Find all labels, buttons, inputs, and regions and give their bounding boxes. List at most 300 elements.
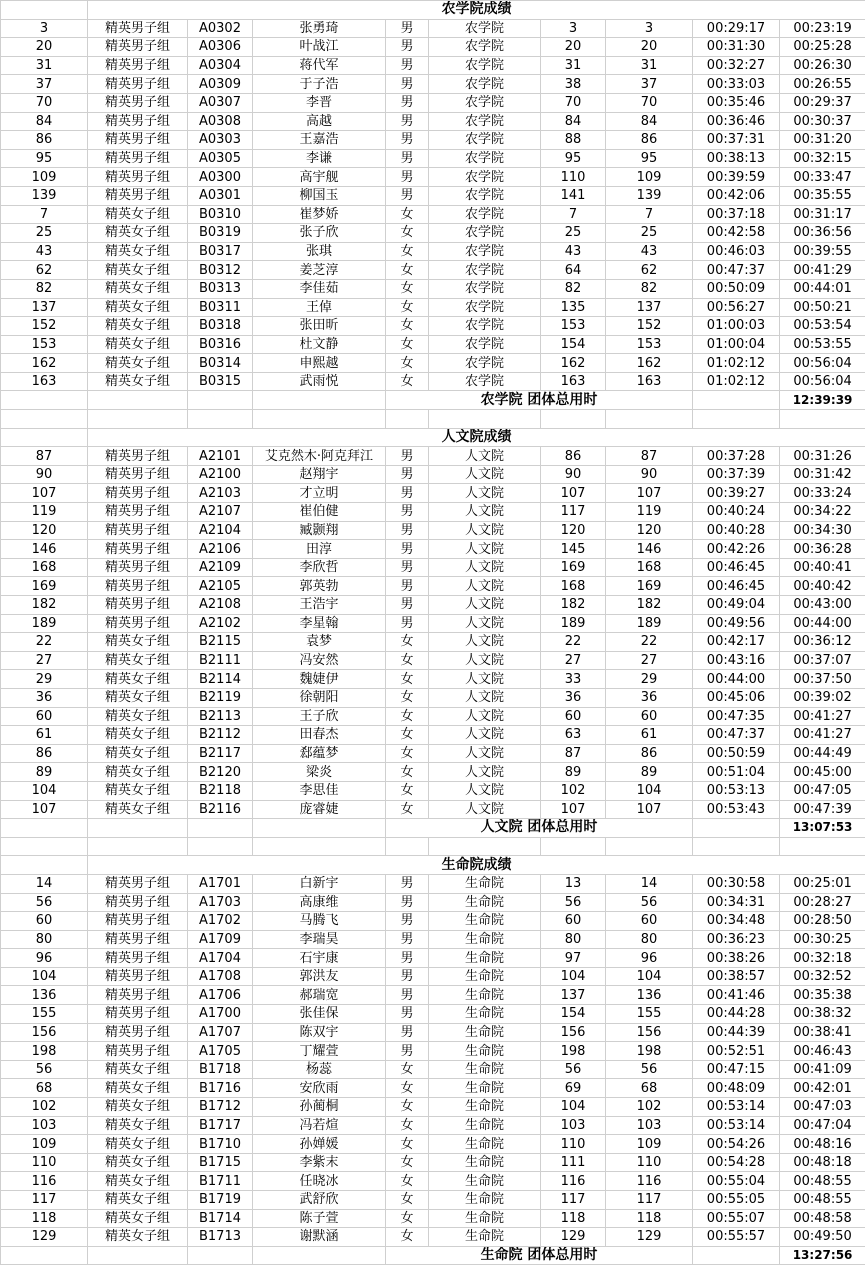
college-cell: 农学院 bbox=[429, 19, 541, 38]
bib-cell: B1715 bbox=[188, 1153, 253, 1172]
gender-cell: 女 bbox=[386, 354, 429, 373]
gun-time-cell: 00:55:07 bbox=[693, 1209, 780, 1228]
name-cell: 陈子萱 bbox=[253, 1209, 386, 1228]
name-cell: 叶战江 bbox=[253, 38, 386, 57]
net-time-cell: 00:41:27 bbox=[780, 707, 865, 726]
rank-cell: 60 bbox=[1, 707, 88, 726]
table-row bbox=[1, 372, 865, 391]
bib-cell: B0311 bbox=[188, 298, 253, 317]
college-cell: 人文院 bbox=[429, 800, 541, 819]
net-time-cell: 00:29:37 bbox=[780, 93, 865, 112]
bib-cell: B2118 bbox=[188, 781, 253, 800]
net-rank-cell: 37 bbox=[606, 75, 693, 94]
college-cell: 农学院 bbox=[429, 149, 541, 168]
name-cell: 任晓冰 bbox=[253, 1172, 386, 1191]
net-rank-cell: 25 bbox=[606, 224, 693, 243]
table-row bbox=[1, 967, 865, 986]
rank-cell: 3 bbox=[1, 19, 88, 38]
net-time-cell: 00:46:43 bbox=[780, 1042, 865, 1061]
net-rank-cell: 155 bbox=[606, 1005, 693, 1024]
gun-time-cell: 00:38:26 bbox=[693, 949, 780, 968]
bib-cell: B2120 bbox=[188, 763, 253, 782]
bib-cell: A1704 bbox=[188, 949, 253, 968]
net-rank-cell: 60 bbox=[606, 912, 693, 931]
gun-time-cell: 01:00:03 bbox=[693, 317, 780, 336]
table-row bbox=[1, 763, 865, 782]
name-cell: 高康维 bbox=[253, 893, 386, 912]
gender-cell: 女 bbox=[386, 688, 429, 707]
net-rank-cell: 102 bbox=[606, 1098, 693, 1117]
net-time-cell: 00:39:02 bbox=[780, 688, 865, 707]
section-title-row bbox=[1, 428, 865, 447]
total-time: 12:39:39 bbox=[780, 391, 865, 410]
gun-rank-cell: 90 bbox=[541, 465, 606, 484]
college-cell: 人文院 bbox=[429, 726, 541, 745]
table-row bbox=[1, 261, 865, 280]
table-row bbox=[1, 1042, 865, 1061]
group-cell: 精英女子组 bbox=[88, 335, 188, 354]
blank-cell bbox=[1, 410, 88, 429]
gender-cell: 女 bbox=[386, 1079, 429, 1098]
net-rank-cell: 86 bbox=[606, 744, 693, 763]
name-cell: 杜文静 bbox=[253, 335, 386, 354]
college-cell: 人文院 bbox=[429, 688, 541, 707]
college-cell: 人文院 bbox=[429, 447, 541, 466]
rank-cell: 137 bbox=[1, 298, 88, 317]
net-time-cell: 00:53:54 bbox=[780, 317, 865, 336]
table-row bbox=[1, 38, 865, 57]
gun-time-cell: 00:44:00 bbox=[693, 670, 780, 689]
gender-cell: 男 bbox=[386, 112, 429, 131]
group-cell: 精英女子组 bbox=[88, 744, 188, 763]
bib-cell: B1718 bbox=[188, 1060, 253, 1079]
rank-cell: 87 bbox=[1, 447, 88, 466]
bib-cell: B0314 bbox=[188, 354, 253, 373]
table-row bbox=[1, 1228, 865, 1247]
name-cell: 李晋 bbox=[253, 93, 386, 112]
gender-cell: 男 bbox=[386, 484, 429, 503]
gun-rank-cell: 56 bbox=[541, 893, 606, 912]
rank-cell: 80 bbox=[1, 930, 88, 949]
group-cell: 精英女子组 bbox=[88, 1098, 188, 1117]
college-cell: 人文院 bbox=[429, 577, 541, 596]
group-cell: 精英女子组 bbox=[88, 205, 188, 224]
rank-cell: 136 bbox=[1, 986, 88, 1005]
total-time: 13:27:56 bbox=[780, 1246, 865, 1265]
rank-cell: 27 bbox=[1, 651, 88, 670]
blank-cell bbox=[253, 837, 386, 856]
bib-cell: A0306 bbox=[188, 38, 253, 57]
net-time-cell: 00:48:58 bbox=[780, 1209, 865, 1228]
gun-rank-cell: 103 bbox=[541, 1116, 606, 1135]
rank-cell: 116 bbox=[1, 1172, 88, 1191]
college-cell: 人文院 bbox=[429, 596, 541, 615]
gun-time-cell: 01:00:04 bbox=[693, 335, 780, 354]
gun-rank-cell: 36 bbox=[541, 688, 606, 707]
bib-cell: A0302 bbox=[188, 19, 253, 38]
college-cell: 生命院 bbox=[429, 1005, 541, 1024]
name-cell: 李欣哲 bbox=[253, 558, 386, 577]
gun-time-cell: 00:38:57 bbox=[693, 967, 780, 986]
table-row bbox=[1, 465, 865, 484]
blank-cell bbox=[541, 837, 606, 856]
net-rank-cell: 104 bbox=[606, 781, 693, 800]
gender-cell: 男 bbox=[386, 131, 429, 150]
table-row bbox=[1, 540, 865, 559]
gun-rank-cell: 60 bbox=[541, 707, 606, 726]
bib-cell: A1700 bbox=[188, 1005, 253, 1024]
name-cell: 田淳 bbox=[253, 540, 386, 559]
table-row bbox=[1, 1098, 865, 1117]
rank-cell: 168 bbox=[1, 558, 88, 577]
college-cell: 农学院 bbox=[429, 205, 541, 224]
bib-cell: A0305 bbox=[188, 149, 253, 168]
gun-time-cell: 00:53:14 bbox=[693, 1116, 780, 1135]
gun-rank-cell: 117 bbox=[541, 503, 606, 522]
blank-cell bbox=[88, 837, 188, 856]
bib-cell: B0313 bbox=[188, 279, 253, 298]
group-cell: 精英男子组 bbox=[88, 1042, 188, 1061]
rank-cell: 146 bbox=[1, 540, 88, 559]
gun-rank-cell: 13 bbox=[541, 874, 606, 893]
gun-time-cell: 00:53:14 bbox=[693, 1098, 780, 1117]
name-cell: 姜芝淳 bbox=[253, 261, 386, 280]
net-rank-cell: 168 bbox=[606, 558, 693, 577]
gender-cell: 女 bbox=[386, 317, 429, 336]
gun-rank-cell: 25 bbox=[541, 224, 606, 243]
section-title: 农学院成绩 bbox=[88, 1, 865, 20]
group-cell: 精英男子组 bbox=[88, 484, 188, 503]
table-row bbox=[1, 56, 865, 75]
net-time-cell: 00:31:17 bbox=[780, 205, 865, 224]
net-time-cell: 00:47:04 bbox=[780, 1116, 865, 1135]
net-rank-cell: 103 bbox=[606, 1116, 693, 1135]
group-cell: 精英男子组 bbox=[88, 503, 188, 522]
rank-cell: 104 bbox=[1, 781, 88, 800]
gun-rank-cell: 118 bbox=[541, 1209, 606, 1228]
gun-rank-cell: 110 bbox=[541, 168, 606, 187]
gun-time-cell: 00:49:56 bbox=[693, 614, 780, 633]
name-cell: 白新宇 bbox=[253, 874, 386, 893]
net-rank-cell: 60 bbox=[606, 707, 693, 726]
gun-rank-cell: 107 bbox=[541, 484, 606, 503]
blank-cell bbox=[693, 410, 780, 429]
group-cell: 精英女子组 bbox=[88, 1228, 188, 1247]
net-time-cell: 00:47:03 bbox=[780, 1098, 865, 1117]
name-cell: 马腾飞 bbox=[253, 912, 386, 931]
gun-time-cell: 00:39:27 bbox=[693, 484, 780, 503]
bib-cell: A1705 bbox=[188, 1042, 253, 1061]
gun-rank-cell: 89 bbox=[541, 763, 606, 782]
college-cell: 农学院 bbox=[429, 112, 541, 131]
group-cell: 精英女子组 bbox=[88, 781, 188, 800]
group-cell: 精英男子组 bbox=[88, 465, 188, 484]
rank-cell: 104 bbox=[1, 967, 88, 986]
rank-cell: 103 bbox=[1, 1116, 88, 1135]
college-cell: 生命院 bbox=[429, 1060, 541, 1079]
group-cell: 精英女子组 bbox=[88, 651, 188, 670]
net-time-cell: 00:48:55 bbox=[780, 1172, 865, 1191]
gun-rank-cell: 95 bbox=[541, 149, 606, 168]
gun-time-cell: 00:53:43 bbox=[693, 800, 780, 819]
gun-rank-cell: 63 bbox=[541, 726, 606, 745]
net-time-cell: 00:34:30 bbox=[780, 521, 865, 540]
section-title: 生命院成绩 bbox=[88, 856, 865, 875]
group-cell: 精英男子组 bbox=[88, 186, 188, 205]
net-rank-cell: 70 bbox=[606, 93, 693, 112]
net-rank-cell: 146 bbox=[606, 540, 693, 559]
group-cell: 精英男子组 bbox=[88, 558, 188, 577]
bib-cell: B2115 bbox=[188, 633, 253, 652]
bib-cell: B1717 bbox=[188, 1116, 253, 1135]
net-rank-cell: 109 bbox=[606, 1135, 693, 1154]
total-label: 人文院 团体总用时 bbox=[386, 819, 693, 838]
bib-cell: A2103 bbox=[188, 484, 253, 503]
college-cell: 生命院 bbox=[429, 1191, 541, 1210]
net-time-cell: 00:31:20 bbox=[780, 131, 865, 150]
gun-time-cell: 00:37:28 bbox=[693, 447, 780, 466]
net-rank-cell: 198 bbox=[606, 1042, 693, 1061]
gun-rank-cell: 3 bbox=[541, 19, 606, 38]
gun-rank-cell: 69 bbox=[541, 1079, 606, 1098]
gun-time-cell: 00:36:46 bbox=[693, 112, 780, 131]
rank-cell: 110 bbox=[1, 1153, 88, 1172]
gun-rank-cell: 60 bbox=[541, 912, 606, 931]
gun-rank-cell: 88 bbox=[541, 131, 606, 150]
college-cell: 农学院 bbox=[429, 93, 541, 112]
name-cell: 崔伯健 bbox=[253, 503, 386, 522]
bib-cell: A2100 bbox=[188, 465, 253, 484]
rank-cell: 29 bbox=[1, 670, 88, 689]
group-cell: 精英女子组 bbox=[88, 670, 188, 689]
bib-cell: B2113 bbox=[188, 707, 253, 726]
gender-cell: 男 bbox=[386, 447, 429, 466]
gun-rank-cell: 141 bbox=[541, 186, 606, 205]
name-cell: 田春杰 bbox=[253, 726, 386, 745]
group-cell: 精英男子组 bbox=[88, 912, 188, 931]
table-row bbox=[1, 577, 865, 596]
rank-cell: 60 bbox=[1, 912, 88, 931]
blank-cell bbox=[253, 819, 386, 838]
name-cell: 庞睿婕 bbox=[253, 800, 386, 819]
bib-cell: B1711 bbox=[188, 1172, 253, 1191]
gender-cell: 男 bbox=[386, 930, 429, 949]
gun-rank-cell: 97 bbox=[541, 949, 606, 968]
net-rank-cell: 107 bbox=[606, 800, 693, 819]
group-cell: 精英男子组 bbox=[88, 447, 188, 466]
blank-cell bbox=[429, 410, 541, 429]
bib-cell: B2111 bbox=[188, 651, 253, 670]
bib-cell: B2117 bbox=[188, 744, 253, 763]
gun-rank-cell: 22 bbox=[541, 633, 606, 652]
bib-cell: B0316 bbox=[188, 335, 253, 354]
name-cell: 于子浩 bbox=[253, 75, 386, 94]
bib-cell: A0304 bbox=[188, 56, 253, 75]
rank-cell: 107 bbox=[1, 484, 88, 503]
rank-cell: 31 bbox=[1, 56, 88, 75]
net-time-cell: 00:44:49 bbox=[780, 744, 865, 763]
group-cell: 精英女子组 bbox=[88, 800, 188, 819]
rank-cell: 152 bbox=[1, 317, 88, 336]
college-cell: 生命院 bbox=[429, 967, 541, 986]
section-title-row bbox=[1, 1, 865, 20]
group-cell: 精英男子组 bbox=[88, 149, 188, 168]
name-cell: 张勇琦 bbox=[253, 19, 386, 38]
net-time-cell: 00:26:55 bbox=[780, 75, 865, 94]
rank-cell: 155 bbox=[1, 1005, 88, 1024]
net-rank-cell: 31 bbox=[606, 56, 693, 75]
table-row bbox=[1, 224, 865, 243]
group-cell: 精英女子组 bbox=[88, 298, 188, 317]
net-rank-cell: 118 bbox=[606, 1209, 693, 1228]
section-total-row bbox=[1, 819, 865, 838]
rank-cell: 22 bbox=[1, 633, 88, 652]
net-time-cell: 00:25:01 bbox=[780, 874, 865, 893]
blank-cell bbox=[693, 1246, 780, 1265]
bib-cell: B0315 bbox=[188, 372, 253, 391]
name-cell: 安欣雨 bbox=[253, 1079, 386, 1098]
gun-time-cell: 00:55:04 bbox=[693, 1172, 780, 1191]
college-cell: 农学院 bbox=[429, 242, 541, 261]
rank-cell: 62 bbox=[1, 261, 88, 280]
gun-time-cell: 00:47:37 bbox=[693, 726, 780, 745]
name-cell: 郭英勃 bbox=[253, 577, 386, 596]
table-row bbox=[1, 112, 865, 131]
blank-cell bbox=[1, 428, 88, 447]
table-row bbox=[1, 781, 865, 800]
results-table-body bbox=[1, 1, 865, 1265]
bib-cell: A1707 bbox=[188, 1023, 253, 1042]
rank-cell: 102 bbox=[1, 1098, 88, 1117]
gender-cell: 男 bbox=[386, 19, 429, 38]
net-rank-cell: 87 bbox=[606, 447, 693, 466]
name-cell: 冯若煊 bbox=[253, 1116, 386, 1135]
name-cell: 谢默涵 bbox=[253, 1228, 386, 1247]
group-cell: 精英男子组 bbox=[88, 930, 188, 949]
net-time-cell: 00:56:04 bbox=[780, 354, 865, 373]
college-cell: 生命院 bbox=[429, 1135, 541, 1154]
college-cell: 农学院 bbox=[429, 168, 541, 187]
gun-rank-cell: 43 bbox=[541, 242, 606, 261]
gender-cell: 女 bbox=[386, 744, 429, 763]
name-cell: 杨蕊 bbox=[253, 1060, 386, 1079]
table-row bbox=[1, 558, 865, 577]
group-cell: 精英男子组 bbox=[88, 1023, 188, 1042]
rank-cell: 118 bbox=[1, 1209, 88, 1228]
blank-cell bbox=[88, 391, 188, 410]
bib-cell: B0310 bbox=[188, 205, 253, 224]
net-time-cell: 00:43:00 bbox=[780, 596, 865, 615]
bib-cell: B1712 bbox=[188, 1098, 253, 1117]
group-cell: 精英男子组 bbox=[88, 949, 188, 968]
blank-cell bbox=[253, 410, 386, 429]
gender-cell: 女 bbox=[386, 1228, 429, 1247]
net-rank-cell: 162 bbox=[606, 354, 693, 373]
gun-rank-cell: 182 bbox=[541, 596, 606, 615]
group-cell: 精英女子组 bbox=[88, 726, 188, 745]
rank-cell: 198 bbox=[1, 1042, 88, 1061]
blank-cell bbox=[606, 837, 693, 856]
group-cell: 精英男子组 bbox=[88, 56, 188, 75]
gun-time-cell: 00:54:26 bbox=[693, 1135, 780, 1154]
name-cell: 张佳保 bbox=[253, 1005, 386, 1024]
net-time-cell: 00:44:00 bbox=[780, 614, 865, 633]
table-row bbox=[1, 75, 865, 94]
gender-cell: 女 bbox=[386, 372, 429, 391]
gun-rank-cell: 156 bbox=[541, 1023, 606, 1042]
net-rank-cell: 107 bbox=[606, 484, 693, 503]
gun-rank-cell: 70 bbox=[541, 93, 606, 112]
gender-cell: 男 bbox=[386, 874, 429, 893]
net-rank-cell: 156 bbox=[606, 1023, 693, 1042]
gun-rank-cell: 169 bbox=[541, 558, 606, 577]
blank-cell bbox=[386, 410, 429, 429]
name-cell: 张琪 bbox=[253, 242, 386, 261]
gender-cell: 男 bbox=[386, 912, 429, 931]
net-rank-cell: 110 bbox=[606, 1153, 693, 1172]
bib-cell: A2109 bbox=[188, 558, 253, 577]
gun-rank-cell: 111 bbox=[541, 1153, 606, 1172]
rank-cell: 61 bbox=[1, 726, 88, 745]
table-row bbox=[1, 447, 865, 466]
bib-cell: B0312 bbox=[188, 261, 253, 280]
name-cell: 申熙越 bbox=[253, 354, 386, 373]
bib-cell: A1709 bbox=[188, 930, 253, 949]
gun-time-cell: 00:29:17 bbox=[693, 19, 780, 38]
gun-rank-cell: 110 bbox=[541, 1135, 606, 1154]
gender-cell: 女 bbox=[386, 224, 429, 243]
gun-rank-cell: 86 bbox=[541, 447, 606, 466]
table-row bbox=[1, 1135, 865, 1154]
gun-time-cell: 01:02:12 bbox=[693, 372, 780, 391]
college-cell: 人文院 bbox=[429, 614, 541, 633]
group-cell: 精英女子组 bbox=[88, 224, 188, 243]
table-row bbox=[1, 279, 865, 298]
table-row bbox=[1, 949, 865, 968]
bib-cell: A1702 bbox=[188, 912, 253, 931]
net-time-cell: 00:45:00 bbox=[780, 763, 865, 782]
rank-cell: 95 bbox=[1, 149, 88, 168]
gun-time-cell: 00:39:59 bbox=[693, 168, 780, 187]
rank-cell: 139 bbox=[1, 186, 88, 205]
net-rank-cell: 152 bbox=[606, 317, 693, 336]
net-rank-cell: 14 bbox=[606, 874, 693, 893]
gun-time-cell: 00:40:24 bbox=[693, 503, 780, 522]
bib-cell: A0303 bbox=[188, 131, 253, 150]
net-rank-cell: 7 bbox=[606, 205, 693, 224]
net-rank-cell: 89 bbox=[606, 763, 693, 782]
net-time-cell: 00:33:24 bbox=[780, 484, 865, 503]
gun-time-cell: 00:47:35 bbox=[693, 707, 780, 726]
spacer-row bbox=[1, 837, 865, 856]
gun-time-cell: 00:56:27 bbox=[693, 298, 780, 317]
college-cell: 农学院 bbox=[429, 38, 541, 57]
table-row bbox=[1, 1191, 865, 1210]
gun-rank-cell: 82 bbox=[541, 279, 606, 298]
college-cell: 人文院 bbox=[429, 707, 541, 726]
table-row bbox=[1, 1209, 865, 1228]
college-cell: 农学院 bbox=[429, 317, 541, 336]
net-time-cell: 00:34:22 bbox=[780, 503, 865, 522]
gun-rank-cell: 189 bbox=[541, 614, 606, 633]
blank-cell bbox=[188, 819, 253, 838]
group-cell: 精英女子组 bbox=[88, 1153, 188, 1172]
gender-cell: 男 bbox=[386, 540, 429, 559]
rank-cell: 56 bbox=[1, 1060, 88, 1079]
name-cell: 丁耀萱 bbox=[253, 1042, 386, 1061]
bib-cell: B2114 bbox=[188, 670, 253, 689]
gun-time-cell: 00:44:28 bbox=[693, 1005, 780, 1024]
